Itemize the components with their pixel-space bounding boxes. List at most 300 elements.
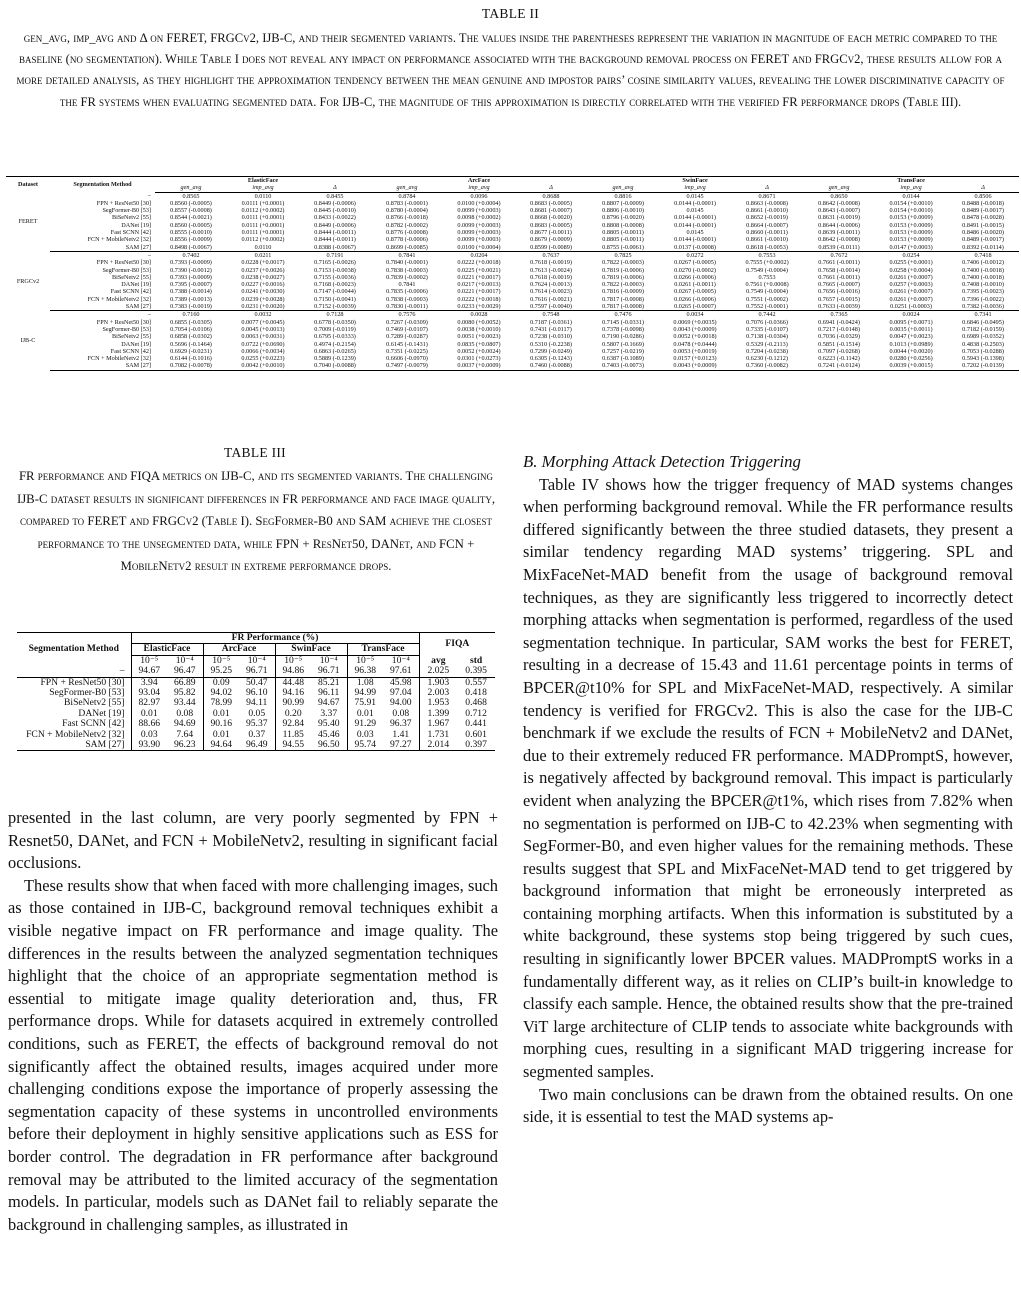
header-metric: Δ	[549, 184, 553, 192]
table-cell: 0.09	[203, 677, 239, 688]
table-cell: 0.8444 (-0.0011)	[314, 236, 356, 244]
table-row	[17, 740, 495, 751]
table-cell: 0.0272	[659, 251, 731, 259]
table-cell: 0.6989 (-0.0352)	[962, 333, 1004, 341]
table-cell: 0.8539 (-0.0111)	[803, 244, 875, 252]
table-cell: 88.66	[131, 719, 167, 729]
table-cell: 0.0144 (-0.0001)	[674, 236, 716, 244]
table-cell: 0.0044 (+0.0020)	[889, 347, 933, 355]
table-cell: 0.8663 (-0.0008)	[746, 199, 788, 207]
table-cell: 0.7168 (-0.0023)	[314, 281, 356, 289]
table-cell: 95.25	[203, 666, 239, 677]
table-cell: 0.8555 (-0.0010)	[170, 229, 212, 237]
table-cell: 0.0063 (+0.0031)	[241, 333, 285, 341]
table-cell: 78.99	[203, 698, 239, 708]
method-name: –	[17, 666, 131, 677]
table-cell: 0.7204 (-0.0238)	[746, 347, 788, 355]
method-name: BiSeNetv2 [55]	[111, 214, 151, 222]
table-cell: 0.4974 (-0.2154)	[314, 340, 356, 348]
table-cell: 0.8544 (-0.0021)	[170, 214, 212, 222]
table-cell: 0.0261 (+0.0007)	[889, 273, 933, 281]
table-cell: 0.8681 (-0.0007)	[530, 207, 572, 215]
table-cell: 0.8433 (-0.0022)	[314, 214, 356, 222]
table-cell: 0.8449 (-0.0006)	[314, 221, 356, 229]
table-cell: 0.0144	[875, 192, 947, 200]
table-cell: 0.7054 (-0.0106)	[170, 325, 212, 333]
table-cell: 0.0222 (+0.0018)	[457, 259, 501, 267]
table-cell: 0.01	[203, 709, 239, 719]
table3-caption: FR performance and FIQA metrics on IJB-C, and its segmented variants. The challenging IJB-C dataset results in significant differences in FR performance and face image quality, compared to FERET and FRGCv2 (Table I). SegFormer-B0 and SAM achieve the closest performance to the unsegmented data, while FPN + ResNet50, DANet, and FCN + MobileNetv2 result in extreme performance drops.	[16, 469, 496, 574]
table-cell: 0.8652 (-0.0019)	[746, 214, 788, 222]
table-cell: 0.0221 (+0.0017)	[457, 273, 501, 281]
t3-header-system: TransFace	[347, 644, 419, 655]
table-row	[6, 236, 1019, 243]
table-cell: 75.91	[347, 698, 383, 708]
table-cell: 0.7299 (-0.0249)	[530, 347, 572, 355]
table-cell: 0.8808 (-0.0008)	[602, 221, 644, 229]
table-cell: 0.8489 (-0.0017)	[962, 236, 1004, 244]
table-cell: 0.0111 (+0.0001)	[241, 214, 285, 222]
paragraph: Table IV shows how the trigger frequency of MAD systems changes when performing background removal. While the FR performance results differed significantly between the three studied datasets, they present a similar tendency regarding MAD systems’ triggering. SPL and MixFaceNet-MAD benefit from the usage of background removal techniques, as they are significantly less triggered to incorrectly detect morphing attacks when segmentation is performed, regardless of the used segmentation technique. In particular, SAM works the best for FERET, resulting in a decrease of 15.43 and 11.61 percentage points in terms of BPCER@t10% for SPL and MixFaceNet-MAD, respectively. A similar tendency is verified for FRGCv2. This is also the case for the IJB-C benchmark if we exclude the results of FCN + MobileNetv2 and DANet, due to their extremely reduced FR performance. MADPromptS, however, is negatively affected by background removal. This impact is particularly evident when analyzing the BPCER@t1%, which rises from 7.82% when no segmentation is performed on IJB-C to 42.23% when segmenting with SegFormer-B0, and even higher values for the remaining methods. These results suggest that SPL and MixFaceNet-MAD tend to get triggered by background information that might be erroneously interpreted as containing morphing artifacts. When this information is substituted by a white background, these systems stop being triggered by such cues, resulting in significantly lower BPCER values. MADPromptS works in a fundamentally different way, as it relies on CLIP’s built-in knowledge to classify each sample. Hence, the obtained results show that the pre-trained ViT large architecture of CLIP tends to associate white backgrounds with morphing cues, resulting in a significant MAD triggering increase for segmented samples.	[523, 474, 1013, 1082]
table-cell: 0.418	[465, 687, 487, 699]
t3-header-fiqa: FIQA	[419, 633, 495, 656]
table-cell: 0.7551 (-0.0002)	[746, 295, 788, 303]
table-cell: 0.7549 (-0.0004)	[746, 266, 788, 274]
table-cell: 97.04	[390, 687, 412, 699]
table-cell: 0.8388 (-0.0067)	[299, 244, 371, 252]
table-cell: 0.0147 (+0.0003)	[875, 244, 947, 252]
header-metric: imp_avg	[900, 184, 922, 192]
table-cell: 0.7040 (-0.0088)	[299, 362, 371, 370]
table-cell: 0.0095 (+0.0071)	[889, 318, 933, 326]
table-cell: 0.7388 (-0.0014)	[170, 288, 212, 296]
table-cell: 1.41	[392, 728, 410, 740]
t3-header-threshold: 10⁻⁵	[275, 655, 311, 666]
table-cell: 85.21	[317, 676, 340, 688]
table-cell: 94.11	[246, 697, 268, 709]
header-metric: Δ	[765, 184, 769, 192]
table-cell: 94.99	[347, 688, 383, 698]
left-column	[8, 807, 498, 1236]
table-cell: 0.7839 (-0.0002)	[386, 273, 428, 281]
table-cell: 0.7395 (-0.0023)	[962, 288, 1004, 296]
table-cell: 0.7460 (-0.0088)	[515, 362, 587, 370]
table-cell: 0.0222 (+0.0018)	[457, 295, 501, 303]
table-cell: 0.557	[465, 676, 487, 688]
table-cell: 0.7442	[731, 311, 803, 319]
table-cell: 0.0042 (+0.0010)	[227, 362, 299, 370]
table-cell: 0.8766 (-0.0018)	[386, 214, 428, 222]
table-cell: 0.7819 (-0.0006)	[602, 273, 644, 281]
t3-header-fr: FR Performance (%)	[131, 633, 419, 644]
table-cell: 0.20	[275, 709, 311, 719]
table-cell: 0.8807 (-0.0009)	[602, 199, 644, 207]
table-cell: 1.967	[419, 719, 457, 729]
table-cell: 0.7548	[515, 311, 587, 319]
table-row	[6, 259, 1019, 266]
table-cell: 0.7396 (-0.0022)	[962, 295, 1004, 303]
table-row	[6, 362, 1019, 370]
table-cell: 96.10	[245, 687, 268, 699]
table-cell: 0.0038 (+0.0010)	[457, 325, 501, 333]
method-name: FPN + ResNet50 [30]	[96, 259, 151, 267]
table-cell: 0.0052 (+0.0018)	[673, 333, 717, 341]
table-cell: 0.7165 (-0.0026)	[314, 259, 356, 267]
table-cell: 0.8506	[947, 192, 1019, 200]
table-cell: 0.7182 (-0.0159)	[962, 325, 1004, 333]
table-cell: 0.7656 (-0.0016)	[818, 288, 860, 296]
table-cell: 0.7400 (-0.0018)	[962, 266, 1004, 274]
table-cell: 0.0112 (+0.0002)	[241, 236, 285, 244]
table-row	[6, 326, 1019, 333]
table-row	[6, 281, 1019, 288]
table-cell: 0.08	[176, 707, 194, 719]
table-cell: 0.0238 (+0.0027)	[241, 273, 285, 281]
t3-header-threshold: 10⁻⁴	[391, 654, 410, 666]
table-cell: 96.38	[347, 666, 383, 677]
table-cell: 0.7553	[731, 251, 803, 259]
method-name: SAM [27]	[50, 303, 155, 311]
table-cell: 0.0051 (+0.0023)	[457, 333, 501, 341]
table-cell: 0.7378 (-0.0098)	[602, 325, 644, 333]
table-cell: 0.0257 (+0.0003)	[889, 281, 933, 289]
table-cell: 0.0043 (+0.0009)	[673, 325, 717, 333]
table-cell: 0.03	[347, 730, 383, 740]
table-cell: 0.0066 (+0.0034)	[241, 347, 285, 355]
table-cell: 0.7400 (-0.0018)	[962, 273, 1004, 281]
table-cell: 94.00	[390, 697, 412, 709]
table-cell: 90.99	[275, 698, 311, 708]
table-cell: 0.0267 (-0.0005)	[674, 288, 716, 296]
table-cell: 0.8671	[731, 192, 803, 200]
table-row	[6, 355, 1019, 362]
table-cell: 95.82	[173, 687, 196, 699]
table-cell: 0.7202 (-0.0139)	[947, 362, 1019, 370]
paragraph: These results show that when faced with more challenging images, such as those contained in IJB-C, background removal techniques exhibit a visible negative impact on FR performance and image quality. The differences in the results between the analyzed segmentation techniques highlight that the choice of an appropriate segmentation method is essential to mitigate image quality deterioration and, thus, FR performance drops. While for datasets acquired in extremely controlled conditions, such as FERET, the effects of background removal do not significantly affect the obtained results, images acquired under more challenging conditions expose the importance of properly assessing the segmentation capacity of these systems in uncontrolled environments before their deployment in highly sensitive applications such as ESS for border control. The degradation in FR performance after background removal may be attributed to the limited accuracy of the segmentation models. In particular, models such as DANet fail to reliably separate the background in challenging samples, as illustrated in	[8, 875, 498, 1234]
table-row	[6, 341, 1019, 348]
table-cell: 0.7341	[947, 311, 1019, 319]
table-cell: 0.7153 (-0.0038)	[314, 266, 356, 274]
table-cell: 0.0267 (-0.0005)	[674, 259, 716, 267]
table-cell: 0.6929 (-0.0231)	[170, 347, 212, 355]
table-cell: 0.7238 (-0.0310)	[530, 333, 572, 341]
table-cell: 0.0301 (+0.0273)	[457, 355, 501, 363]
table-cell: 0.441	[465, 718, 487, 730]
table-row-baseline	[6, 192, 1019, 200]
table-cell: 0.0478 (+0.0444)	[673, 340, 717, 348]
method-name: SAM [27]	[50, 244, 155, 252]
method-name: DANet [19]	[121, 340, 151, 348]
table-cell: 0.7360 (-0.0082)	[731, 362, 803, 370]
table-cell: 0.7241 (-0.0124)	[803, 362, 875, 370]
table-row	[6, 229, 1019, 236]
table-cell: 2.003	[419, 688, 457, 698]
table-cell: 0.7665 (-0.0007)	[818, 281, 860, 289]
t3-header-threshold: 10⁻⁵	[203, 655, 239, 666]
table-cell: 93.44	[173, 697, 196, 709]
table-cell: 0.7191	[299, 251, 371, 259]
table-cell: 0.6387 (-0.1089)	[602, 355, 644, 363]
table-cell: 0.8556 (-0.0009)	[170, 236, 212, 244]
method-name: –	[147, 192, 151, 200]
table-cell: 11.85	[275, 730, 311, 740]
method-name: SegFormer-B0 [53]	[49, 687, 125, 699]
table-cell: 0.8679 (-0.0009)	[530, 236, 572, 244]
table-cell: 0.7637	[515, 251, 587, 259]
method-name: FPN + ResNet50 [30]	[40, 676, 125, 688]
table-cell: 0.8444 (-0.0011)	[314, 229, 356, 237]
table-cell: 92.84	[275, 719, 311, 729]
table-row	[6, 200, 1019, 207]
table-cell: 0.0069 (+0.0035)	[673, 318, 717, 326]
table-cell: 0.6145 (-0.1431)	[386, 340, 428, 348]
method-name: FCN + MobileNetv2 [32]	[87, 236, 151, 244]
table-row-baseline	[6, 251, 1019, 259]
table-cell: 0.0265 (-0.0007)	[659, 303, 731, 311]
table-cell: 0.0280 (+0.0256)	[889, 355, 933, 363]
table-cell: 0.7393 (-0.0009)	[170, 259, 212, 267]
t3-header-method: Segmentation Method	[17, 633, 131, 667]
method-name: FCN + MobileNetv2 [32]	[87, 295, 151, 303]
table-cell: 0.8805 (-0.0011)	[602, 236, 644, 244]
table-cell: 0.6778 (-0.0350)	[314, 318, 356, 326]
table-cell: 0.7552 (-0.0001)	[731, 303, 803, 311]
table-cell: 0.7840 (-0.0001)	[386, 259, 428, 267]
table-cell: 0.6795 (-0.0333)	[314, 333, 356, 341]
table-cell: 0.0111 (+0.0001)	[241, 199, 285, 207]
table-cell: 0.7393 (-0.0009)	[170, 273, 212, 281]
table-cell: 0.0225 (+0.0021)	[457, 266, 501, 274]
table-cell: 0.6144 (-0.1016)	[170, 355, 212, 363]
table-cell: 0.6855 (-0.0305)	[170, 318, 212, 326]
method-name: SAM [27]	[50, 362, 155, 370]
table-cell: 0.8816	[587, 192, 659, 200]
table-cell: 1.731	[419, 730, 457, 740]
table-cell: 0.6230 (-0.1212)	[746, 355, 788, 363]
t3-header-system: ArcFace	[203, 644, 275, 655]
table-cell: 0.7835 (-0.0006)	[386, 288, 428, 296]
table-row	[6, 274, 1019, 281]
table-cell: 0.0204	[443, 251, 515, 259]
table-cell: 0.8780 (-0.0004)	[386, 207, 428, 215]
header-dataset: Dataset	[6, 177, 50, 193]
table-cell: 95.40	[317, 718, 340, 730]
table-cell: 0.8631 (-0.0019)	[818, 214, 860, 222]
table-cell: 0.7147 (-0.0044)	[314, 288, 356, 296]
table-row	[6, 333, 1019, 340]
table-cell: 0.0144 (-0.0001)	[674, 199, 716, 207]
method-name: –	[147, 251, 151, 259]
paragraph: presented in the last column, are very poorly segmented by FPN + Resnet50, DANet, and FCN + MobileNetv2, resulting in significant facial occlusions.	[8, 808, 498, 873]
table-cell: 0.0035 (+0.0011)	[889, 325, 933, 333]
table-cell: 96.71	[239, 666, 275, 677]
table-cell: 0.01	[203, 730, 239, 740]
table-row	[6, 288, 1019, 295]
table-cell: 0.03	[131, 730, 167, 740]
table-cell: 0.8660 (-0.0011)	[746, 229, 788, 237]
table-cell: 97.27	[383, 740, 419, 751]
table-cell: 2.025	[419, 666, 457, 677]
table-cell: 0.0154 (+0.0010)	[889, 199, 933, 207]
table-cell: 0.7825	[587, 251, 659, 259]
table-cell: 96.49	[239, 740, 275, 751]
table-cell: 0.8491 (-0.0015)	[962, 221, 1004, 229]
table-cell: 0.0099 (+0.0003)	[457, 229, 501, 237]
header-system: TransFace	[803, 177, 1019, 185]
t3-header-threshold: 10⁻⁴	[319, 654, 338, 666]
table-cell: 0.7145 (-0.0331)	[602, 318, 644, 326]
table-cell: 0.0221 (+0.0017)	[457, 288, 501, 296]
table-cell: 0.8618 (-0.0053)	[731, 244, 803, 252]
table-cell: 0.0228 (+0.0017)	[241, 259, 285, 267]
table-cell: 0.8560 (-0.0005)	[170, 221, 212, 229]
table-cell: 0.0144 (-0.0001)	[674, 221, 716, 229]
table-cell: 91.29	[347, 719, 383, 729]
method-name: BiSeNetv2 [55]	[64, 697, 125, 709]
table-cell: 0.7555 (+0.0002)	[745, 259, 789, 267]
table-cell: 0.0110	[227, 192, 299, 200]
table-cell: 0.7335 (-0.0107)	[746, 325, 788, 333]
table-cell: 0.0157 (+0.0123)	[673, 355, 717, 363]
table-cell: 0.7406 (-0.0012)	[962, 259, 1004, 267]
table-cell: 0.7633 (-0.0039)	[803, 303, 875, 311]
table-cell: 0.7838 (-0.0003)	[386, 295, 428, 303]
table-cell: 0.8392 (-0.0114)	[947, 244, 1019, 252]
table-cell: 0.397	[457, 740, 495, 751]
method-name: SegFormer-B0 [53]	[102, 266, 151, 274]
table-cell: 0.5807 (-0.1669)	[602, 340, 644, 348]
table-cell: 0.7576	[371, 311, 443, 319]
table-cell: 0.7553	[758, 273, 776, 281]
table-cell: 0.7817 (-0.0008)	[587, 303, 659, 311]
table-cell: 0.601	[465, 728, 487, 740]
table-cell: 0.0255 (+0.0223)	[241, 355, 285, 363]
table-cell: 0.0231 (+0.0020)	[227, 303, 299, 311]
table-cell: 0.8455	[299, 192, 371, 200]
table-cell: 0.5310 (-0.2238)	[530, 340, 572, 348]
table-cell: 0.8661 (-0.0010)	[746, 207, 788, 215]
method-name: BiSeNetv2 [55]	[111, 333, 151, 341]
method-name: Fast SCNN [42]	[110, 229, 151, 237]
table-cell: 0.8486 (-0.0020)	[962, 229, 1004, 237]
table-cell: 0.6223 (-0.1142)	[818, 355, 860, 363]
table-cell: 0.8683 (-0.0005)	[530, 199, 572, 207]
table-cell: 94.64	[203, 740, 239, 751]
method-name: BiSeNetv2 [55]	[111, 273, 151, 281]
t3-header-threshold: 10⁻⁴	[175, 654, 194, 666]
t3-header-threshold: 10⁻⁴	[247, 654, 266, 666]
table-cell: 3.37	[320, 707, 338, 719]
table-cell: 0.7389 (-0.0013)	[170, 295, 212, 303]
t3-header-system: ElasticFace	[131, 644, 203, 655]
table-cell: 0.7382 (-0.0036)	[947, 303, 1019, 311]
table-cell: 0.395	[457, 666, 495, 677]
right-column	[523, 451, 1013, 1129]
table2-label: TABLE II	[481, 6, 540, 21]
table-cell: 0.0144 (-0.0001)	[674, 214, 716, 222]
table-cell: 0.7138 (-0.0304)	[746, 333, 788, 341]
table-cell: 1.08	[347, 677, 383, 688]
table-cell: 0.7418	[947, 251, 1019, 259]
table-cell: 96.47	[167, 666, 203, 677]
table-cell: 0.7009 (-0.0119)	[314, 325, 356, 333]
table-cell: 95.74	[347, 740, 383, 751]
table-cell: 0.7408 (-0.0010)	[962, 281, 1004, 289]
table-cell: 94.69	[173, 718, 196, 730]
table-cell: 0.7661 (-0.0011)	[818, 259, 860, 267]
table-cell: 0.8668 (-0.0020)	[530, 214, 572, 222]
table-cell: 0.0096	[443, 192, 515, 200]
table-cell: 0.7549 (-0.0004)	[746, 288, 788, 296]
t3-header-threshold: 10⁻⁵	[347, 655, 383, 666]
table-cell: 0.0034	[659, 311, 731, 319]
table-cell: 0.0722 (+0.0690)	[241, 340, 285, 348]
table-cell: 0.7616 (-0.0021)	[530, 295, 572, 303]
table-cell: 0.7469 (-0.0107)	[386, 325, 428, 333]
table-cell: 0.7155 (-0.0036)	[314, 273, 356, 281]
header-system: ArcFace	[371, 177, 587, 185]
table-cell: 0.4838 (-0.2503)	[962, 340, 1004, 348]
table-cell: 0.8642 (-0.0008)	[818, 236, 860, 244]
table-cell: 0.7838 (-0.0003)	[386, 266, 428, 274]
header-method: Segmentation Method	[50, 177, 155, 193]
table-cell: 0.8639 (-0.0011)	[818, 229, 860, 237]
header-metric: gen_avg	[612, 184, 634, 192]
table-cell: 0.0047 (+0.0023)	[889, 333, 933, 341]
table-cell: 0.0099 (+0.0003)	[457, 221, 501, 229]
table-cell: 0.0112 (+0.0002)	[241, 207, 285, 215]
method-name: DANet [19]	[121, 221, 151, 229]
table-cell: 0.7190 (-0.0286)	[602, 333, 644, 341]
dataset-name: FERET	[18, 218, 38, 226]
table-cell: 94.67	[317, 697, 340, 709]
table-cell: 0.0145	[659, 192, 731, 200]
method-name: FPN + ResNet50 [30]	[96, 318, 151, 326]
table-cell: 0.0266 (-0.0006)	[674, 273, 716, 281]
table-cell: 0.8782 (-0.0002)	[386, 221, 428, 229]
header-metric: gen_avg	[828, 184, 850, 192]
table-cell: 66.89	[173, 676, 196, 688]
table-cell: 96.23	[167, 740, 203, 751]
table-cell: 0.7076 (-0.0366)	[746, 318, 788, 326]
table-cell: 0.7618 (-0.0019)	[530, 273, 572, 281]
table-cell: 0.8806 (-0.0010)	[602, 207, 644, 215]
method-name: Fast SCNN [42]	[110, 347, 151, 355]
table-cell: 0.7618 (-0.0019)	[530, 259, 572, 267]
table-cell: 0.8805 (-0.0011)	[602, 229, 644, 237]
table-cell: 0.7187 (-0.0361)	[530, 318, 572, 326]
table-cell: 0.1013 (+0.0989)	[889, 340, 933, 348]
table-cell: 7.64	[176, 728, 194, 740]
table-cell: 0.0237 (+0.0026)	[241, 266, 285, 274]
table-cell: 0.0227 (+0.0016)	[241, 281, 285, 289]
table-cell: 0.7152 (-0.0039)	[299, 303, 371, 311]
table-row	[6, 296, 1019, 303]
table-cell: 0.5943 (-0.1398)	[962, 355, 1004, 363]
table-cell: 0.0251 (-0.0003)	[875, 303, 947, 311]
t3-header-fiqa-col: std	[469, 654, 483, 666]
header-metric: gen_avg	[396, 184, 418, 192]
table-cell: 0.0258 (+0.0004)	[889, 266, 933, 274]
table-cell: 0.8784	[371, 192, 443, 200]
table-cell: 0.8642 (-0.0008)	[818, 199, 860, 207]
table-cell: 0.7082 (-0.0078)	[155, 362, 227, 370]
table-cell: 0.468	[465, 697, 487, 709]
table-cell: 0.5696 (-0.1464)	[170, 340, 212, 348]
table-row	[6, 207, 1019, 214]
table-cell: 0.7817 (-0.0008)	[602, 295, 644, 303]
table-cell: 97.61	[383, 666, 419, 677]
